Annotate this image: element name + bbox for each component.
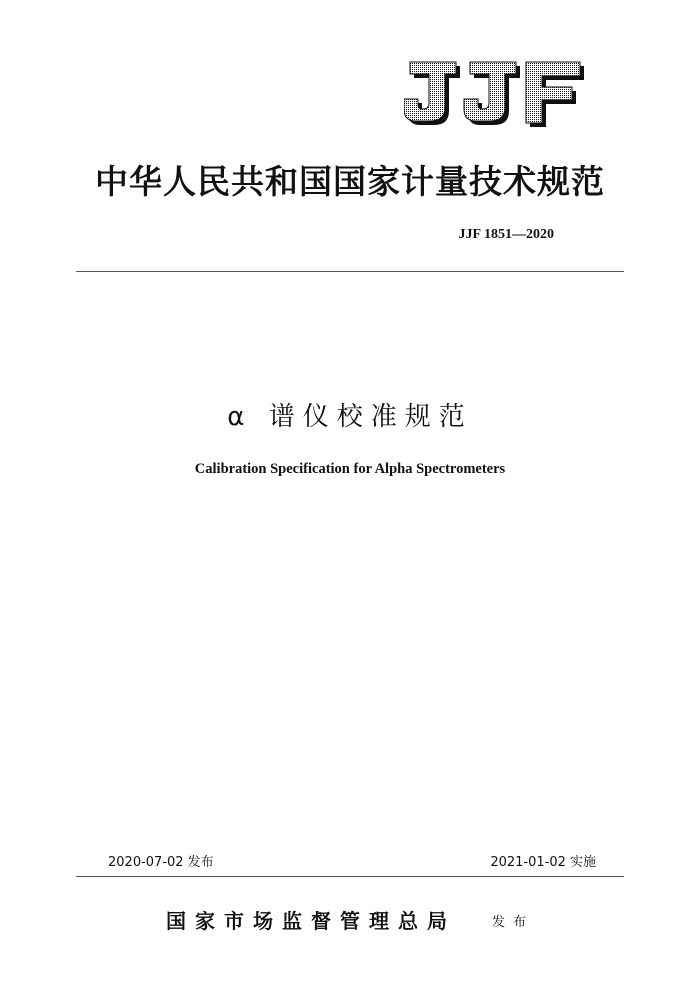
main-title: 中华人民共和国国家计量技术规范: [95, 162, 605, 201]
publisher-name: 国家市场监督管理总局: [166, 909, 456, 933]
publish-date: 2020-07-02 发布: [108, 855, 214, 870]
bottom-divider: [76, 876, 624, 877]
jjf-logo: [404, 59, 586, 133]
top-divider: [76, 271, 624, 272]
publish-label: 发布: [492, 915, 535, 930]
document-title: α 谱仪校准规范: [227, 402, 473, 432]
effective-date: 2021-01-02 实施: [490, 855, 596, 870]
standard-code: JJF 1851—2020: [458, 227, 554, 242]
document-subtitle: Calibration Specification for Alpha Spectrometers: [194, 461, 506, 477]
